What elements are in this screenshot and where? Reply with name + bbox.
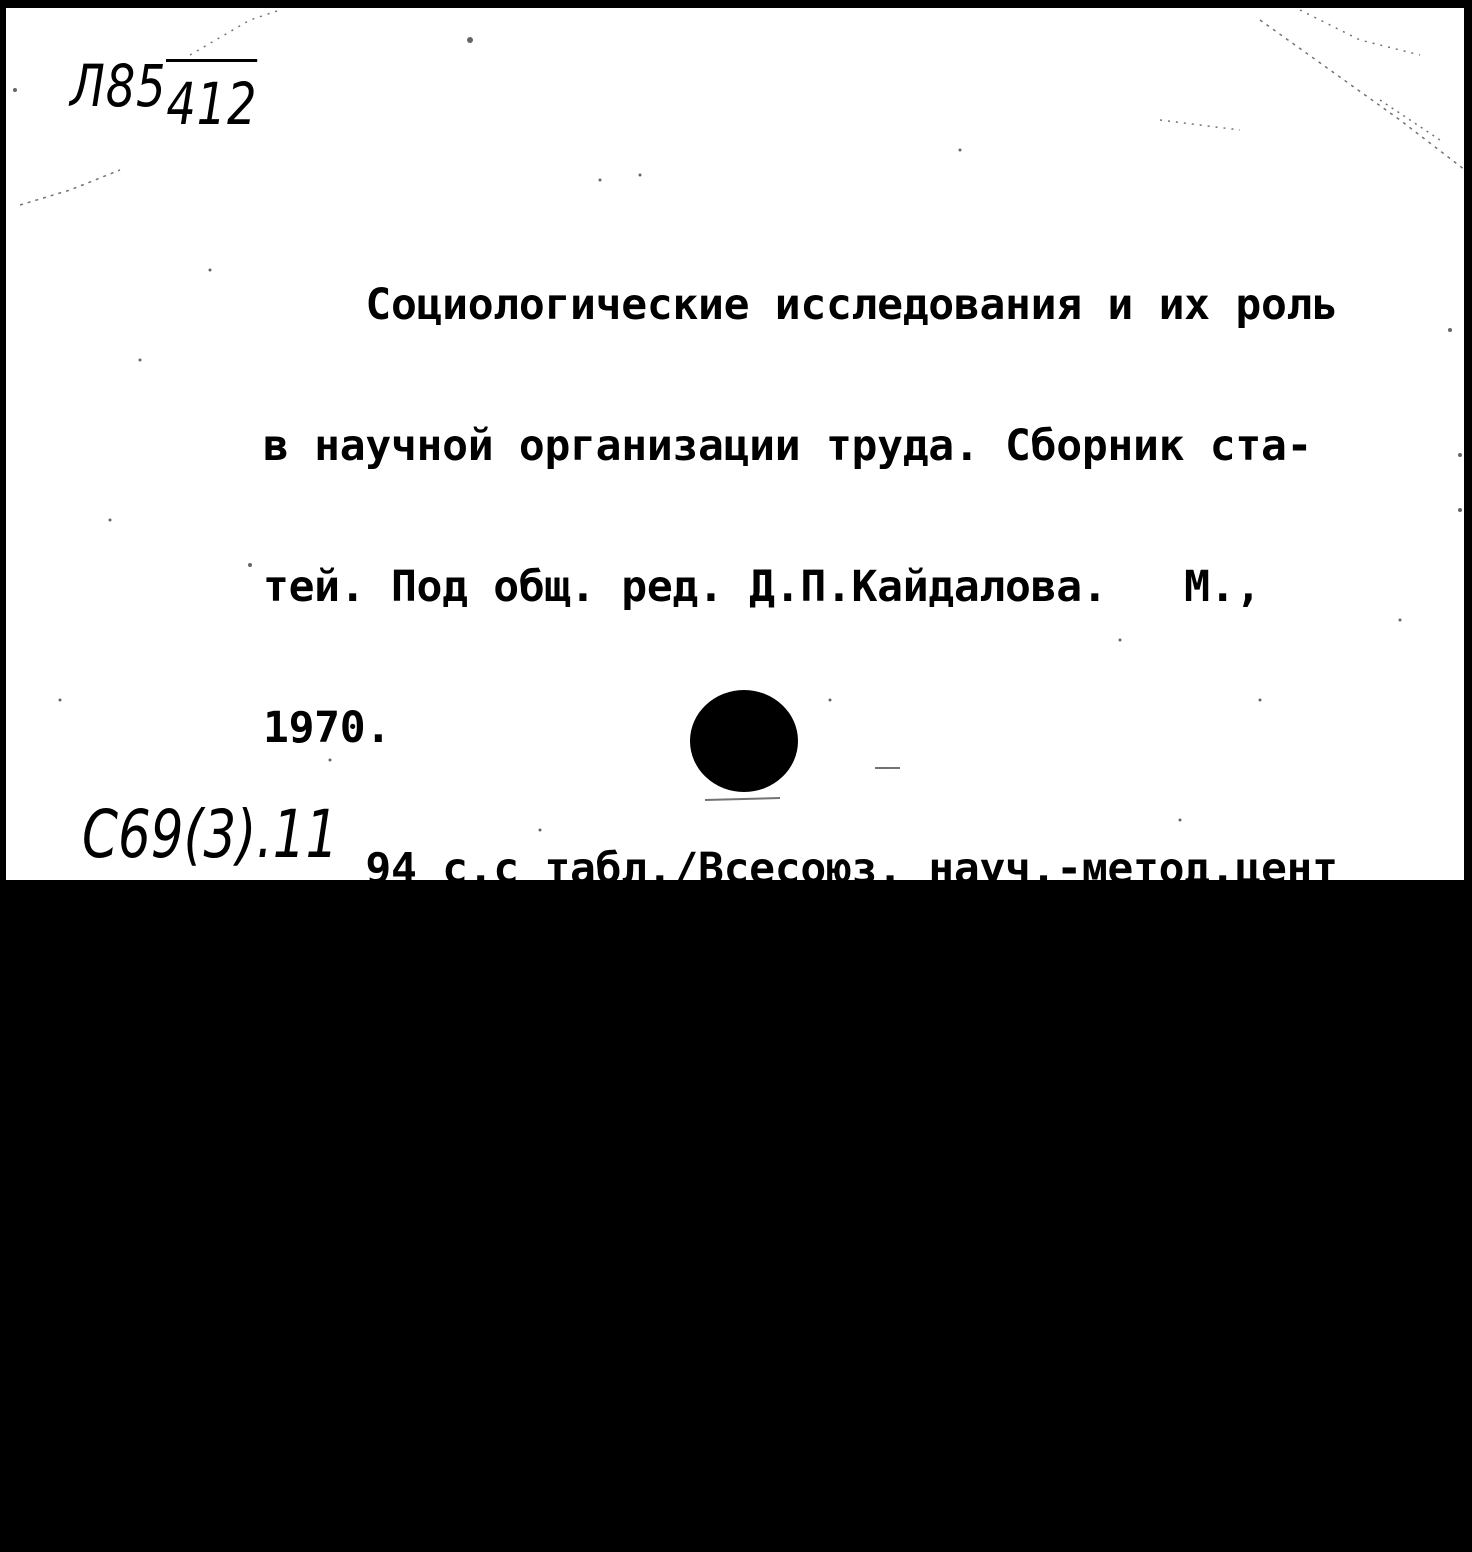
entry-line: по организации труда и упр. производством [263,985,1313,1035]
shelfmark-handwritten [70,52,257,138]
entry-line: труда и заработной платы./ [263,1267,929,1317]
entry-line: Гос. ком.Совета Министров СССР по вопроса [263,1126,1313,1176]
bibliographic-entry [263,188,1338,1551]
entry-line: 94 с.с табл./Всесоюз. науч.-метод.цент [263,844,1338,894]
shelfmark-suffix: 412 [166,59,257,138]
shelfmark-prefix: Л85 [70,52,167,120]
entry-line: 22 см. [263,1408,519,1458]
entry-line: тей. Под общ. ред. Д.П.Кайдалова. М., [263,562,1261,612]
classmark-handwritten: С69(3).11 [82,796,339,873]
entry-line: в научной организации труда. Сборник ста- [263,421,1313,471]
punch-hole [690,690,798,792]
entry-line: Социологические исследования и их роль [263,280,1338,330]
entry-line: 1970. [263,703,391,753]
